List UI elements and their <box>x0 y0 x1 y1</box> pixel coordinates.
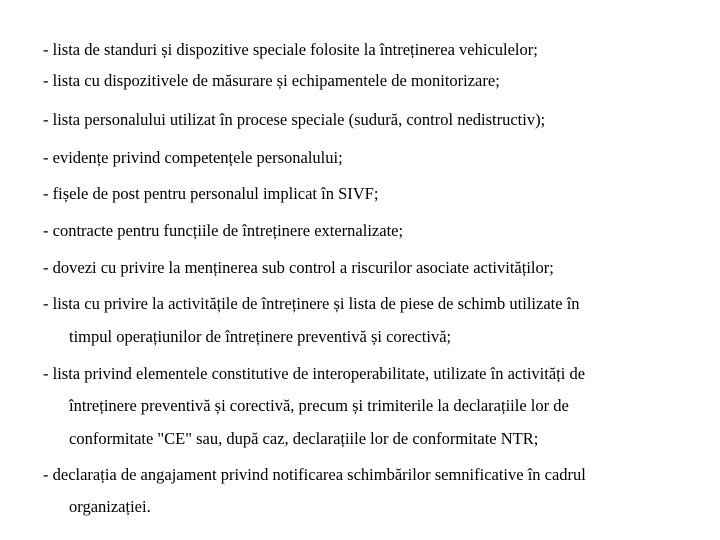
list-item-declaratie-angajament-line-2: organizației. <box>69 497 151 516</box>
list-item-interoperabilitate-line-3: conformitate "CE" sau, după caz, declarațiile lor de conformitate NTR; <box>69 429 539 448</box>
list-item-contracte: - contracte pentru funcțiile de întreținere externalizate; <box>43 221 404 240</box>
list-item-personal-procese-speciale: - lista personalului utilizat în procese speciale (sudură, control nedistructiv); <box>43 110 546 129</box>
list-item-fise-post: - fișele de post pentru personalul implicat în SIVF; <box>43 184 379 203</box>
list-item-interoperabilitate-line-1: - lista privind elementele constitutive de interoperabilitate, utilizate în activități de <box>43 364 586 383</box>
list-item-dispozitive-masurare: - lista cu dispozitivele de măsurare și echipamentele de monitorizare; <box>43 71 500 90</box>
list-item-activitati-piese-line-1: - lista cu privire la activitățile de întreținere și lista de piese de schimb utilizate în <box>43 294 580 313</box>
list-item-interoperabilitate-line-2: întreținere preventivă și corectivă, precum și trimiterile la declarațiile lor de <box>69 396 569 415</box>
list-item-activitati-piese-line-2: timpul operațiunilor de întreținere preventivă și corectivă; <box>69 327 452 346</box>
list-item-standuri: - lista de standuri și dispozitive speciale folosite la întreținerea vehiculelor; <box>43 40 538 59</box>
list-item-competente-personal: - evidențe privind competențele personalului; <box>43 148 343 167</box>
list-item-dovezi-riscuri: - dovezi cu privire la menținerea sub control a riscurilor asociate activităților; <box>43 258 554 277</box>
list-item-declaratie-angajament-line-1: - declarația de angajament privind notificarea schimbărilor semnificative în cadrul <box>43 465 586 484</box>
